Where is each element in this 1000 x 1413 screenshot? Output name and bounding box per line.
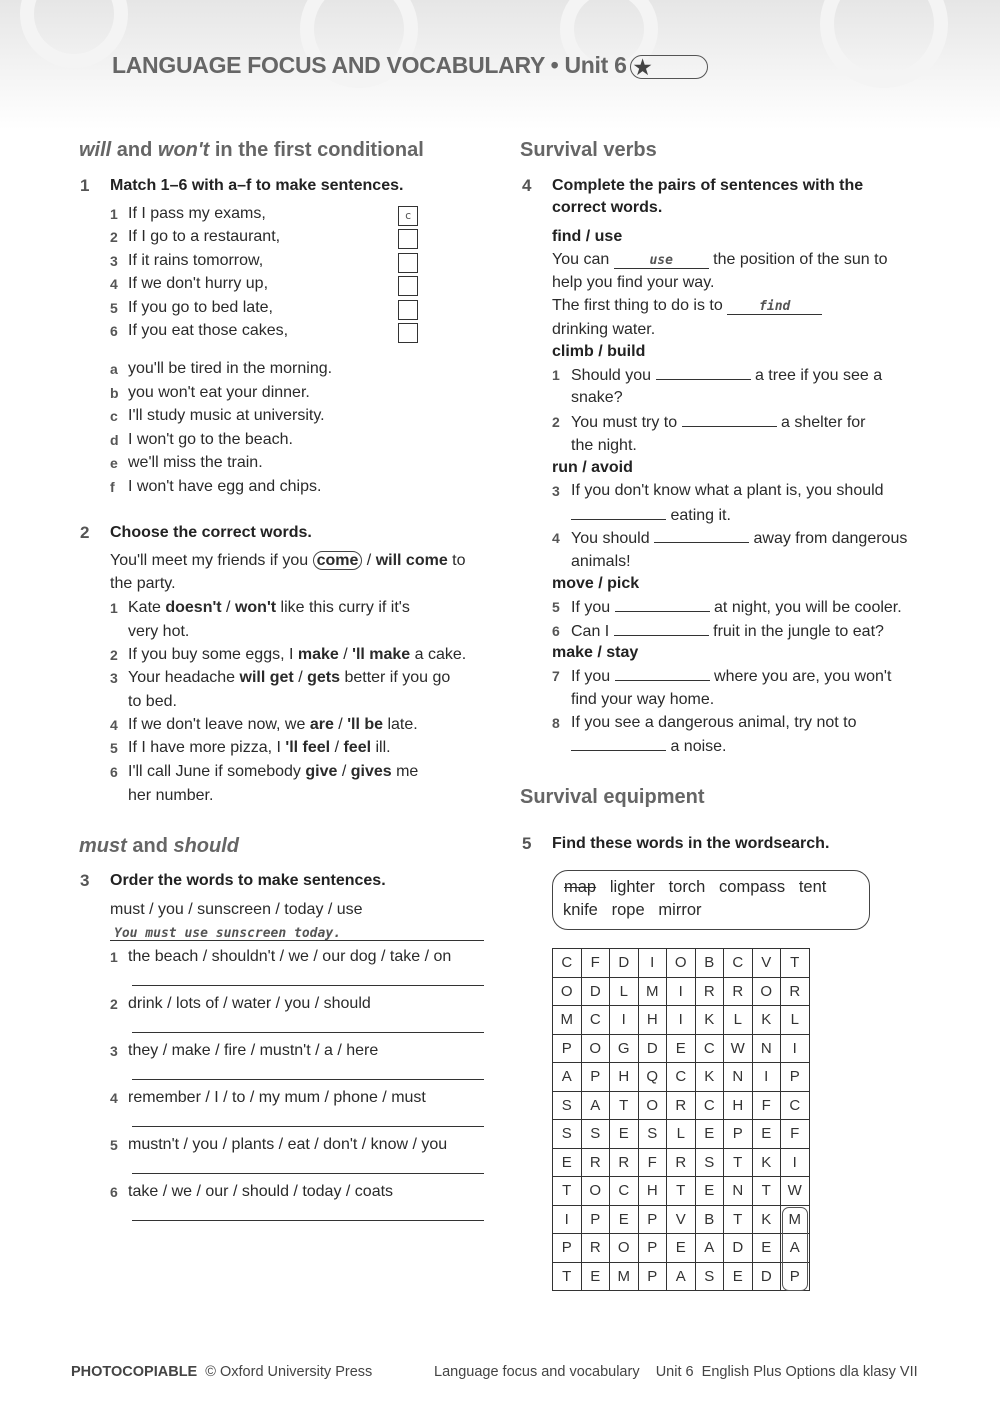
- grid-cell[interactable]: A: [695, 1234, 724, 1263]
- item-number: 2: [110, 996, 118, 1012]
- grid-cell[interactable]: P: [724, 1120, 753, 1149]
- item-number: 6: [110, 323, 118, 339]
- option-a[interactable]: 'll feel: [285, 739, 331, 756]
- grid-cell[interactable]: M: [781, 1205, 810, 1234]
- option-b[interactable]: gives: [350, 763, 392, 780]
- grid-cell[interactable]: C: [553, 949, 582, 978]
- grid-cell[interactable]: S: [695, 1262, 724, 1291]
- answer-box[interactable]: [398, 276, 418, 296]
- grid-cell[interactable]: F: [752, 1091, 781, 1120]
- gap-sentence: Should you a tree if you see a: [571, 367, 883, 384]
- item-number: 2: [552, 414, 560, 430]
- grid-cell[interactable]: P: [553, 1034, 582, 1063]
- grid-cell[interactable]: F: [638, 1148, 667, 1177]
- sentence-ending: I won't go to the beach.: [128, 430, 293, 448]
- grid-cell[interactable]: C: [695, 1091, 724, 1120]
- grid-cell[interactable]: A: [667, 1262, 696, 1291]
- sentence-text: If you buy some eggs, I: [128, 646, 298, 663]
- grid-cell[interactable]: H: [724, 1091, 753, 1120]
- grid-cell[interactable]: W: [781, 1177, 810, 1206]
- grid-cell[interactable]: I: [781, 1148, 810, 1177]
- grid-cell[interactable]: I: [610, 1006, 639, 1035]
- grid-cell[interactable]: D: [752, 1262, 781, 1291]
- grid-cell[interactable]: V: [752, 949, 781, 978]
- sentence-text: I'll call June if somebody: [128, 763, 306, 780]
- sentence-cont: her number.: [128, 787, 214, 804]
- grid-cell[interactable]: C: [610, 1177, 639, 1206]
- answer-line[interactable]: [132, 985, 484, 986]
- exercise-number: 2: [80, 523, 90, 542]
- grid-cell[interactable]: O: [638, 1091, 667, 1120]
- grid-cell[interactable]: R: [667, 1148, 696, 1177]
- grid-cell[interactable]: L: [724, 1006, 753, 1035]
- grid-cell[interactable]: S: [553, 1120, 582, 1149]
- answer-blank[interactable]: [654, 528, 749, 543]
- grid-cell[interactable]: P: [781, 1063, 810, 1092]
- gap-sentence-cont: find your way home.: [571, 691, 715, 708]
- item-number: 3: [110, 670, 118, 686]
- grid-cell[interactable]: A: [781, 1234, 810, 1263]
- answer-blank[interactable]: [615, 597, 710, 612]
- grid-cell[interactable]: M: [638, 977, 667, 1006]
- item-number: 5: [110, 1137, 118, 1153]
- gap-sentence: If you where you are, you won't: [571, 668, 892, 685]
- option-b[interactable]: gets: [307, 669, 340, 686]
- grid-cell[interactable]: T: [724, 1205, 753, 1234]
- grid-cell[interactable]: T: [553, 1177, 582, 1206]
- grid-cell[interactable]: D: [724, 1234, 753, 1263]
- grid-cell[interactable]: R: [695, 977, 724, 1006]
- example-answer: You must use sunscreen today.: [114, 926, 341, 941]
- grid-cell[interactable]: N: [752, 1034, 781, 1063]
- choice-sentence: Kate doesn't / won't like this curry if it's: [128, 599, 410, 616]
- sentence-start: If we don't hurry up,: [128, 275, 269, 293]
- word-pair: run / avoid: [552, 459, 633, 476]
- example-sentence: You'll meet my friends if you come / will come to: [110, 552, 466, 569]
- grid-cell[interactable]: A: [581, 1091, 610, 1120]
- item-number: 5: [110, 299, 118, 316]
- grid-cell[interactable]: F: [781, 1120, 810, 1149]
- sentence-text: a cake.: [410, 646, 467, 663]
- section-heading-first-conditional: will and won't in the first conditional: [79, 139, 424, 161]
- grid-cell[interactable]: E: [695, 1177, 724, 1206]
- option-b[interactable]: feel: [343, 739, 372, 756]
- grid-cell[interactable]: E: [553, 1148, 582, 1177]
- page-title: LANGUAGE FOCUS AND VOCABULARY • Unit 6 ★: [112, 52, 708, 79]
- sentence-text: Your headache: [128, 669, 240, 686]
- grid-cell[interactable]: L: [667, 1120, 696, 1149]
- section-heading-survival-verbs: Survival verbs: [520, 139, 657, 161]
- answer-box[interactable]: [398, 253, 418, 273]
- word-pair: find / use: [552, 228, 623, 245]
- sentence-text: me: [391, 763, 419, 780]
- sentence-text: Kate: [128, 599, 166, 616]
- grid-cell[interactable]: N: [724, 1177, 753, 1206]
- grid-cell[interactable]: K: [695, 1006, 724, 1035]
- item-number: 4: [110, 276, 118, 293]
- grid-cell[interactable]: P: [638, 1262, 667, 1291]
- grid-cell[interactable]: T: [667, 1177, 696, 1206]
- item-letter: d: [110, 431, 119, 448]
- grid-cell[interactable]: R: [724, 977, 753, 1006]
- grid-cell[interactable]: O: [553, 977, 582, 1006]
- answer-blank[interactable]: [656, 365, 751, 380]
- sentence-start: If I pass my exams,: [128, 205, 266, 222]
- grid-cell[interactable]: R: [581, 1234, 610, 1263]
- item-number: 3: [110, 1043, 118, 1059]
- grid-cell[interactable]: S: [638, 1120, 667, 1149]
- grid-cell[interactable]: K: [752, 1006, 781, 1035]
- answer-blank[interactable]: [615, 666, 710, 681]
- sentence-ending: I'll study music at university.: [128, 407, 325, 425]
- exercise-instruction: Choose the correct words.: [110, 524, 312, 541]
- word-prompt: drink / lots of / water / you / should: [128, 995, 371, 1012]
- option-a[interactable]: will get: [239, 669, 294, 686]
- grid-cell[interactable]: M: [610, 1262, 639, 1291]
- option-b[interactable]: won't: [234, 599, 277, 616]
- exercise-number: 3: [80, 871, 90, 890]
- grid-cell[interactable]: I: [667, 977, 696, 1006]
- grid-cell[interactable]: I: [638, 949, 667, 978]
- grid-cell[interactable]: P: [781, 1262, 810, 1291]
- grid-cell[interactable]: S: [695, 1148, 724, 1177]
- footer-left: PHOTOCOPIABLE © Oxford University Press: [71, 1364, 373, 1380]
- grid-cell[interactable]: I: [752, 1063, 781, 1092]
- grid-cell[interactable]: K: [695, 1063, 724, 1092]
- item-number: 3: [110, 252, 118, 269]
- choice-sentence: If you buy some eggs, I make / 'll make a cake.: [128, 646, 467, 663]
- sentence-start: If it rains tomorrow,: [128, 251, 264, 269]
- sentence-start: If you go to bed late,: [128, 298, 273, 316]
- exercise-instruction: correct words.: [552, 199, 663, 216]
- gap-sentence-cont: animals!: [571, 553, 631, 570]
- grid-cell[interactable]: P: [638, 1234, 667, 1263]
- item-number: 7: [552, 668, 560, 684]
- gap-sentence-cont: eating it.: [571, 505, 731, 526]
- example-sentence-cont: drinking water.: [552, 321, 656, 338]
- found-word-outline: [782, 1207, 808, 1291]
- exercise-instruction: Order the words to make sentences.: [110, 872, 386, 889]
- item-number: 6: [552, 623, 560, 639]
- grid-cell[interactable]: I: [781, 1034, 810, 1063]
- item-number: 5: [110, 740, 118, 756]
- item-number: 5: [552, 599, 560, 615]
- grid-cell[interactable]: H: [610, 1063, 639, 1092]
- exercise-instruction: Complete the pairs of sentences with the: [552, 177, 864, 194]
- grid-cell[interactable]: F: [581, 949, 610, 978]
- answer-box[interactable]: [398, 323, 418, 343]
- word-pair: climb / build: [552, 343, 646, 360]
- sentence-cont: very hot.: [128, 623, 190, 640]
- example-prompt: must / you / sunscreen / today / use: [110, 901, 363, 918]
- option-b[interactable]: 'll make: [352, 646, 411, 663]
- grid-cell[interactable]: I: [553, 1205, 582, 1234]
- item-number: 1: [110, 206, 118, 222]
- grid-cell[interactable]: D: [610, 949, 639, 978]
- grid-cell[interactable]: R: [581, 1148, 610, 1177]
- grid-cell[interactable]: L: [781, 1006, 810, 1035]
- grid-cell[interactable]: R: [610, 1148, 639, 1177]
- word-prompt: take / we / our / should / today / coats: [128, 1183, 394, 1200]
- answer-box[interactable]: c: [398, 206, 418, 226]
- answer-line[interactable]: [132, 1126, 484, 1127]
- word-prompt: mustn't / you / plants / eat / don't / know / you: [128, 1136, 448, 1153]
- sentence-cont: to bed.: [128, 693, 177, 710]
- grid-cell[interactable]: T: [553, 1262, 582, 1291]
- grid-cell[interactable]: H: [638, 1006, 667, 1035]
- exercise-instruction: Find these words in the wordsearch.: [552, 835, 830, 852]
- grid-cell[interactable]: P: [638, 1205, 667, 1234]
- grid-cell[interactable]: O: [610, 1234, 639, 1263]
- gap-sentence: If you at night, you will be cooler.: [571, 599, 902, 616]
- gap-sentence: You should away from dangerous: [571, 530, 908, 547]
- item-number: 1: [110, 600, 118, 616]
- example-sentence-cont: help you find your way.: [552, 274, 715, 291]
- word-pair: make / stay: [552, 644, 639, 661]
- grid-cell[interactable]: E: [610, 1120, 639, 1149]
- option-a[interactable]: are: [309, 716, 334, 733]
- grid-cell[interactable]: K: [752, 1148, 781, 1177]
- exercise-number: 5: [522, 834, 532, 853]
- word-pair: move / pick: [552, 575, 640, 592]
- item-number: 2: [110, 647, 118, 663]
- grid-cell[interactable]: R: [781, 977, 810, 1006]
- grid-cell[interactable]: D: [581, 977, 610, 1006]
- grid-cell[interactable]: T: [610, 1091, 639, 1120]
- grid-cell[interactable]: O: [752, 977, 781, 1006]
- item-number: 1: [552, 367, 560, 383]
- sentence-ending: you won't eat your dinner.: [128, 383, 310, 401]
- choice-sentence: Your headache will get / gets better if you go: [128, 669, 451, 686]
- sentence-start: If you eat those cakes,: [128, 322, 289, 339]
- exercise-instruction: Match 1–6 with a–f to make sentences.: [110, 177, 404, 194]
- answer-line[interactable]: [132, 1173, 484, 1174]
- grid-cell[interactable]: L: [610, 977, 639, 1006]
- word-list-row: knife rope mirror: [563, 901, 702, 919]
- item-number: 4: [110, 717, 118, 733]
- item-letter: a: [110, 361, 118, 377]
- grid-cell[interactable]: R: [667, 1091, 696, 1120]
- option-b[interactable]: 'll be: [347, 716, 384, 733]
- grid-cell[interactable]: C: [667, 1063, 696, 1092]
- grid-cell[interactable]: P: [581, 1205, 610, 1234]
- grid-cell[interactable]: O: [581, 1034, 610, 1063]
- example-sentence-cont: the party.: [110, 575, 176, 592]
- word-prompt: the beach / shouldn't / we / our dog / take / on: [128, 948, 452, 965]
- wordsearch-grid[interactable]: [552, 948, 810, 1291]
- answer-blank: use: [614, 254, 709, 269]
- answer-line[interactable]: [132, 1220, 484, 1221]
- grid-cell[interactable]: E: [667, 1234, 696, 1263]
- item-number: 4: [552, 530, 560, 546]
- choice-sentence: If we don't leave now, we are / 'll be late.: [128, 716, 418, 733]
- grid-cell[interactable]: K: [752, 1205, 781, 1234]
- grid-cell[interactable]: B: [695, 949, 724, 978]
- gap-sentence-cont: the night.: [571, 437, 637, 454]
- item-number: 8: [552, 715, 560, 731]
- gap-sentence-cont: a noise.: [571, 736, 726, 757]
- item-number: 2: [110, 229, 118, 246]
- sentence-ending: we'll miss the train.: [128, 454, 263, 472]
- gap-sentence: If you don't know what a plant is, you should: [571, 482, 884, 499]
- answer-blank: find: [727, 300, 822, 315]
- example-sentence: You can use the position of the sun to: [552, 251, 888, 268]
- exercise-number: 4: [522, 176, 532, 195]
- grid-cell[interactable]: C: [695, 1034, 724, 1063]
- grid-cell[interactable]: T: [752, 1177, 781, 1206]
- grid-cell[interactable]: S: [553, 1091, 582, 1120]
- grid-cell[interactable]: C: [724, 949, 753, 978]
- sentence-start: If I go to a restaurant,: [128, 228, 281, 246]
- exercise-number: 1: [80, 176, 90, 195]
- grid-cell[interactable]: C: [581, 1006, 610, 1035]
- item-number: 3: [552, 483, 560, 499]
- section-heading-survival-equipment: Survival equipment: [520, 786, 705, 808]
- grid-cell[interactable]: A: [553, 1063, 582, 1092]
- grid-cell[interactable]: Q: [638, 1063, 667, 1092]
- word-prompt: remember / I / to / my mum / phone / must: [128, 1089, 426, 1106]
- grid-cell[interactable]: E: [610, 1205, 639, 1234]
- item-letter: c: [110, 408, 118, 425]
- item-number: 6: [110, 1184, 118, 1200]
- word-prompt: they / make / fire / mustn't / a / here: [128, 1042, 379, 1059]
- circled-answer: come: [313, 551, 363, 570]
- sentence-text: If we don't leave now, we: [128, 716, 310, 733]
- grid-cell[interactable]: N: [724, 1063, 753, 1092]
- option-a[interactable]: make: [297, 646, 339, 663]
- item-number: 6: [110, 764, 118, 780]
- grid-cell[interactable]: H: [638, 1177, 667, 1206]
- word-found: map: [564, 878, 597, 896]
- answer-blank[interactable]: [614, 621, 709, 636]
- choice-sentence: If I have more pizza, I 'll feel / feel ill.: [128, 739, 391, 756]
- grid-cell[interactable]: W: [724, 1034, 753, 1063]
- grid-cell[interactable]: P: [581, 1063, 610, 1092]
- grid-cell[interactable]: C: [781, 1091, 810, 1120]
- item-letter: b: [110, 384, 119, 401]
- grid-cell[interactable]: M: [553, 1006, 582, 1035]
- grid-cell[interactable]: E: [695, 1120, 724, 1149]
- item-letter: f: [110, 479, 115, 495]
- choice-sentence: I'll call June if somebody give / gives me: [128, 763, 419, 780]
- grid-cell[interactable]: P: [553, 1234, 582, 1263]
- option-a[interactable]: doesn't: [165, 599, 222, 616]
- grid-cell[interactable]: D: [638, 1034, 667, 1063]
- grid-cell[interactable]: S: [581, 1120, 610, 1149]
- sentence-text: late.: [383, 716, 418, 733]
- grid-cell[interactable]: E: [752, 1234, 781, 1263]
- grid-cell[interactable]: I: [667, 1006, 696, 1035]
- footer-right: Language focus and vocabulary Unit 6 English Plus Options dla klasy VII: [434, 1364, 918, 1380]
- sentence-ending: you'll be tired in the morning.: [128, 360, 333, 377]
- gap-sentence: If you see a dangerous animal, try not to: [571, 714, 857, 731]
- grid-cell[interactable]: T: [724, 1148, 753, 1177]
- grid-cell[interactable]: E: [752, 1120, 781, 1149]
- answer-blank[interactable]: [571, 736, 666, 751]
- grid-cell[interactable]: G: [610, 1034, 639, 1063]
- item-number: 1: [110, 949, 118, 965]
- grid-cell[interactable]: T: [781, 949, 810, 978]
- sentence-text: ill.: [371, 739, 391, 756]
- option-a[interactable]: give: [305, 763, 338, 780]
- grid-cell[interactable]: V: [667, 1205, 696, 1234]
- item-number: 4: [110, 1090, 118, 1106]
- answer-box[interactable]: [398, 229, 418, 249]
- answer-box[interactable]: [398, 300, 418, 320]
- grid-cell[interactable]: E: [667, 1034, 696, 1063]
- answer-line[interactable]: [132, 1079, 484, 1080]
- sentence-text: like this curry if it's: [276, 599, 410, 616]
- sentence-text: If I have more pizza, I: [128, 739, 286, 756]
- gap-sentence: Can I fruit in the jungle to eat?: [571, 623, 884, 640]
- grid-cell[interactable]: O: [581, 1177, 610, 1206]
- sentence-ending: I won't have egg and chips.: [128, 478, 322, 495]
- grid-cell[interactable]: E: [724, 1262, 753, 1291]
- answer-blank[interactable]: [571, 505, 666, 520]
- sentence-text: better if you go: [340, 669, 451, 686]
- example-sentence: The first thing to do is to find: [552, 296, 822, 316]
- grid-cell[interactable]: O: [667, 949, 696, 978]
- item-letter: e: [110, 455, 118, 472]
- star-icon: ★: [630, 55, 708, 79]
- gap-sentence-cont: snake?: [571, 389, 623, 406]
- answer-line[interactable]: [132, 1032, 484, 1033]
- answer-blank[interactable]: [682, 412, 777, 427]
- grid-cell[interactable]: B: [695, 1205, 724, 1234]
- word-list-row: map lighter torch compass tent: [564, 878, 827, 896]
- grid-cell[interactable]: E: [581, 1262, 610, 1291]
- gap-sentence: You must try to a shelter for: [571, 414, 866, 431]
- section-heading-must-should: must and should: [79, 835, 240, 857]
